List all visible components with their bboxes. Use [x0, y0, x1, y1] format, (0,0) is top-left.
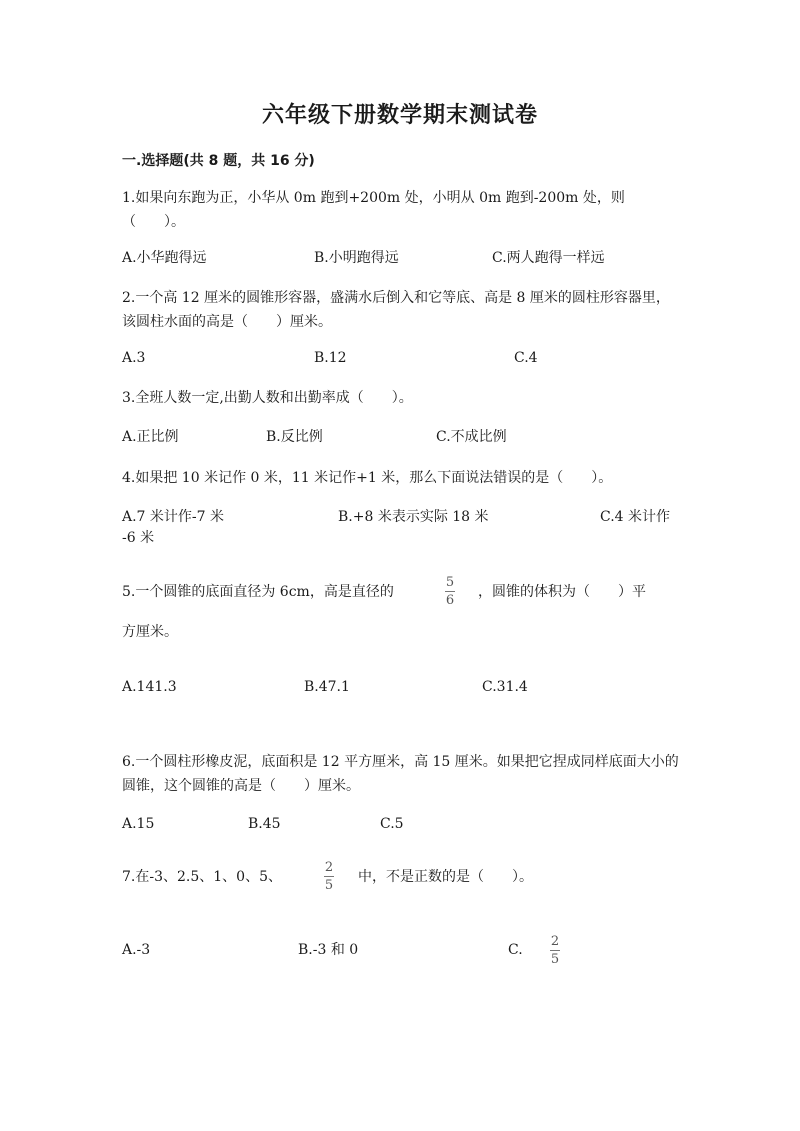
q1-option-a[interactable]: A.小华跑得远 — [122, 250, 207, 266]
question-2: 2.一个高 12 厘米的圆锥形容器，盛满水后倒入和它等底、高是 8 厘米的圆柱形容器里，该圆柱水面的高是（ ）厘米。 — [122, 290, 670, 330]
q7-option-c-numerator: 2 — [550, 934, 560, 949]
question-5-part2: ，圆锥的体积为（ ）平 — [478, 584, 646, 600]
q3-option-b[interactable]: B.反比例 — [266, 429, 323, 445]
q5-fraction — [445, 575, 455, 608]
q3-option-c[interactable]: C.不成比例 — [436, 429, 507, 445]
question-6: 6.一个圆柱形橡皮泥，底面积是 12 平方厘米，高 15 厘米。如果把它捏成同样底面大小的圆锥，这个圆锥的高是（ ）厘米。 — [122, 754, 679, 794]
fraction-bar — [550, 950, 560, 951]
q5-option-a[interactable]: A.141.3 — [122, 679, 177, 695]
q7-fraction-denominator: 5 — [324, 878, 334, 893]
q5-option-c[interactable]: C.31.4 — [482, 679, 528, 695]
question-5-part1: 5.一个圆锥的底面直径为 6cm，高是直径的 — [122, 584, 394, 600]
page-title: 六年级下册数学期末测试卷 — [261, 103, 538, 128]
question-4: 4.如果把 10 米记作 0 米，11 米记作+1 米，那么下面说法错误的是（ ）。 — [122, 470, 613, 486]
q7-option-c-fraction — [550, 934, 560, 967]
question-3: 3.全班人数一定,出勤人数和出勤率成（ ）。 — [122, 390, 413, 406]
question-7-part2: 中，不是正数的是（ ）。 — [358, 869, 533, 885]
q2-option-a[interactable]: A.3 — [122, 350, 146, 366]
q7-fraction — [324, 860, 334, 893]
q1-option-c[interactable]: C.两人跑得一样远 — [492, 250, 605, 266]
question-1: 1.如果向东跑为正，小华从 0m 跑到+200m 处，小明从 0m 跑到-200m 处，则（ ）。 — [122, 190, 625, 230]
q7-option-c[interactable]: C. — [508, 942, 523, 958]
q5-fraction-numerator: 5 — [445, 575, 455, 590]
question-7-part1: 7.在-3、2.5、1、0、5、 — [122, 869, 282, 885]
q5-option-b[interactable]: B.47.1 — [304, 679, 350, 695]
q5-fraction-denominator: 6 — [445, 593, 455, 608]
q4-option-c[interactable]: C.4 米计作 — [600, 509, 671, 525]
question-5-line2: 方厘米。 — [122, 624, 178, 640]
section-heading: 一.选择题(共 8 题，共 16 分) — [122, 153, 315, 169]
q7-option-c-denominator: 5 — [550, 952, 560, 967]
q3-option-a[interactable]: A.正比例 — [122, 429, 179, 445]
q4-option-a[interactable]: A.7 米计作-7 米 — [122, 509, 225, 525]
q7-fraction-numerator: 2 — [324, 860, 334, 875]
q4-option-b[interactable]: B.+8 米表示实际 18 米 — [338, 509, 489, 525]
q6-option-b[interactable]: B.45 — [248, 816, 281, 832]
q7-option-b[interactable]: B.-3 和 0 — [298, 942, 359, 958]
fraction-bar — [324, 876, 334, 877]
fraction-bar — [445, 591, 455, 592]
q6-option-a[interactable]: A.15 — [122, 816, 155, 832]
q2-option-b[interactable]: B.12 — [314, 350, 347, 366]
q7-option-a[interactable]: A.-3 — [122, 942, 151, 958]
q1-option-b[interactable]: B.小明跑得远 — [314, 250, 399, 266]
q6-option-c[interactable]: C.5 — [380, 816, 404, 832]
q2-option-c[interactable]: C.4 — [514, 350, 538, 366]
q4-option-c-continued: -6 米 — [122, 530, 155, 546]
